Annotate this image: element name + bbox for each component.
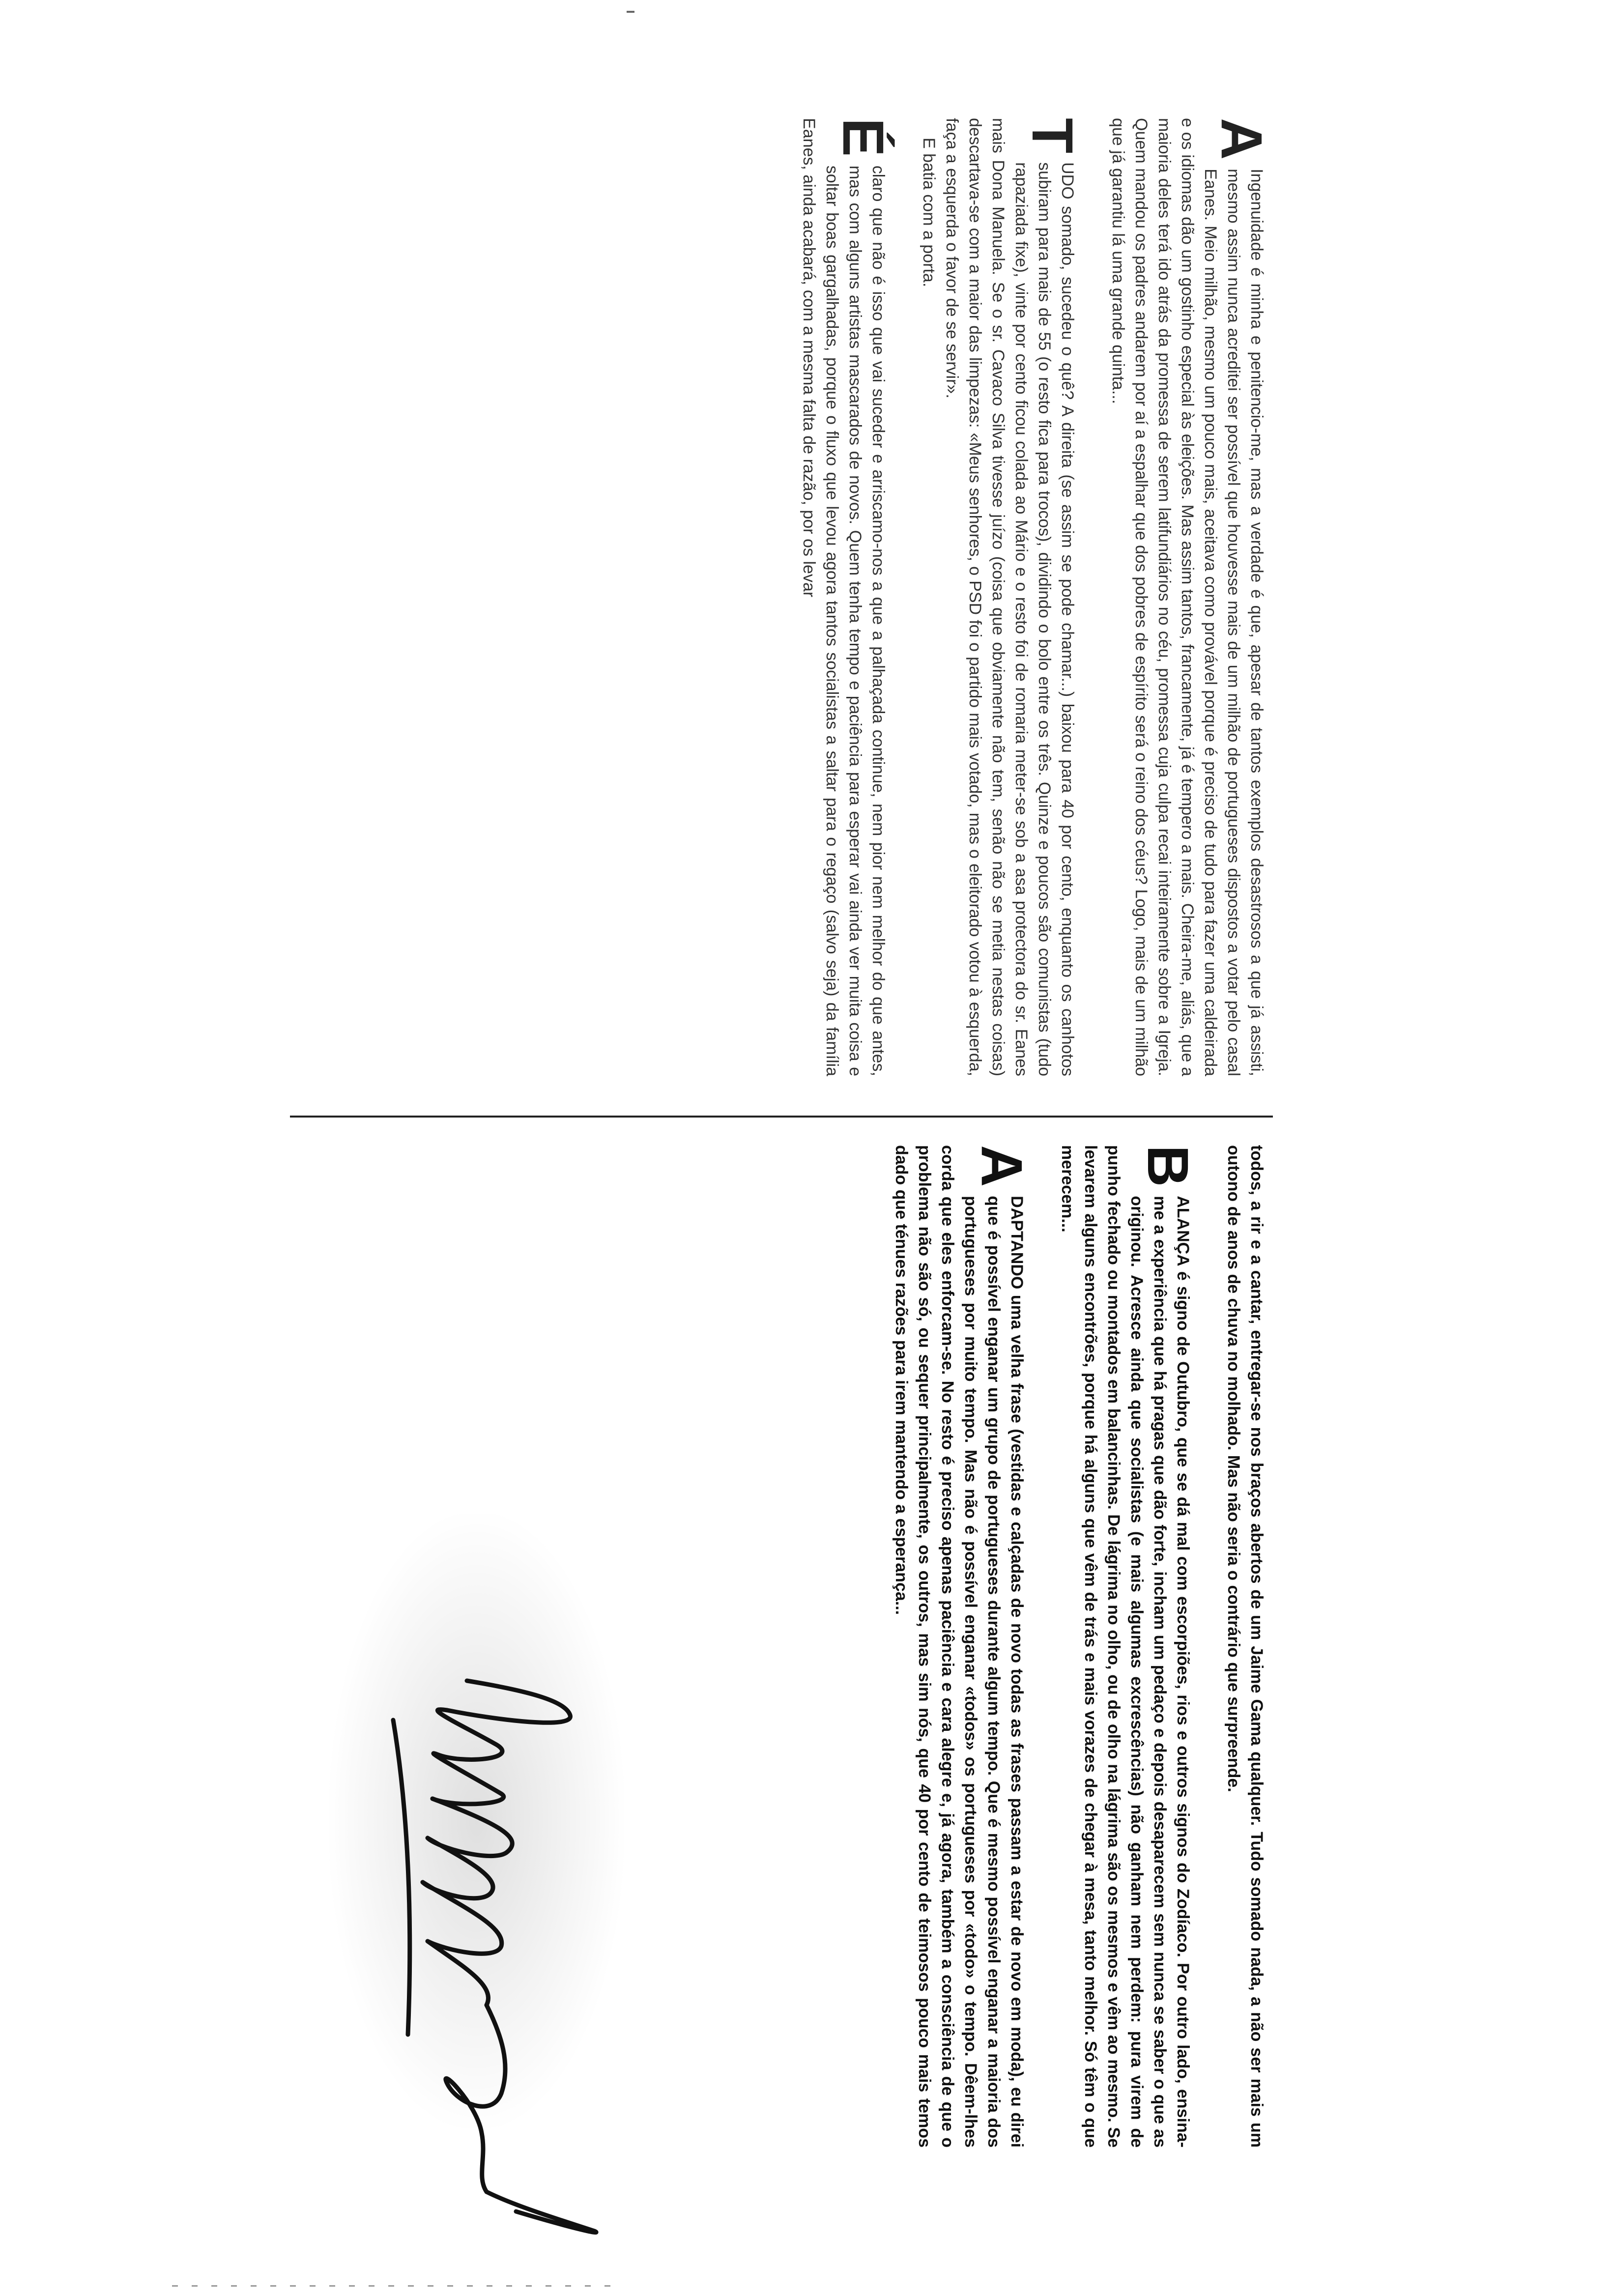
paragraph-1 — [1106, 118, 1274, 1076]
paragraph-2 — [940, 118, 1085, 1076]
paragraph-4 — [797, 118, 895, 1076]
left-column — [770, 118, 1274, 1076]
paragraph-text: todos, a rir e a cantar, entregar-se nos braços abertos de um Jaime Gama qualquer. Tudo somado nada, a não ser mais um outono de anos de chuva no molhado. Mas não seria o contrário que surpreende. — [1224, 1145, 1266, 2148]
paragraph-text: DAPTANDO uma velha frase (vestidas e calçadas de novo todas as frases passam a estar de novo em moda), eu direi que é possível enganar um grupo de portugueses durante algum tempo. Que é mesmo possível enganar a maioria dos portugueses por muito tempo. Mas não é possível enganar «todos» os portugueses por «todo» o tempo. Dêem-lhes corda que eles enforcam-se. No resto é preciso apenas paciência e cara alegre e, já agora, também a consciência de que o problema não são só, ou sequer principalmente, os outros, mas sim nós, que 40 por cento de teimosos pouco mais temos dado que ténues razões para irem mantendo a esperança... — [892, 1145, 1026, 2148]
drop-cap: É — [831, 118, 895, 157]
paragraph-text: E batia com a porta. — [920, 138, 938, 287]
right-column — [862, 1145, 1268, 2148]
paragraph-5 — [1222, 1145, 1268, 2148]
column-divider — [290, 1116, 1273, 1118]
drop-cap: T — [1020, 118, 1085, 154]
rotated-page — [256, 88, 1288, 2192]
paragraph-7 — [890, 1145, 1034, 2148]
drop-cap: A — [1209, 118, 1274, 160]
paragraph-text: ALANÇA é signo de Outubro, que se dá mal com escorpiões, rios e outros signos do Zodíaco. Por outro lado, ensina-me a experiência que há pragas que dão forte, incham um pedaço e depois desaparecem sem nunca se saber o que as originou. Acresce ainda que socialistas (e mais algumas excrescências) não ganham nem perdem: pura virem de punho fechado ou montados em balancinhas. De lágrima no olho, ou de olho na lágrima são os mesmos e vêm ao mesmo. Se levarem alguns encontrões, porque há alguns que vêm de trás e mais vorazes de chegar à mesa, tanto melhor. Só têm o que merecem... — [1058, 1145, 1192, 2148]
paragraph-text: UDO somado, sucedeu o quê? A direita (se assim se pode chamar...) baixou para 40 por cento, enquanto os canhotos subiram para mais de 55 (o resto fica para trocos), dividindo o bolo entre os três. Quinze e poucos são comunistas (tudo rapaziada fixe), vinte por cento ficou colada ao Mário e o resto foi de romaria meter-se sob a asa protectora do sr. Eanes mais Dona Manuela. Se o sr. Cavaco Silva tivesse juízo (coisa que obviamente não tem, senão não se metia nestas coisas) descartava-se com a maior das limpezas: «Meus senhores, o PSD foi o partido mais votado, mas o eleitorado votou à esquerda, faça a esquerda o favor de se servir». — [943, 118, 1077, 1076]
paragraph-6 — [1056, 1145, 1200, 2148]
author-signature — [349, 1661, 624, 2251]
scan-noise — [172, 2285, 614, 2287]
drop-cap: A — [969, 1145, 1034, 1187]
paragraph-text: claro que não é isso que vai suceder e arriscamo-nos a que a palhaçada continue, nem pior nem melhor do que antes, mas com alguns artistas mascarados de novos. Quem tenha tempo e paciência para esperar vai ainda ver muita coisa e soltar boas gargalhadas, porque o fluxo que levou agora tantos socialistas a saltar para o regaço (salvo seja) da família Eanes, ainda acabará, com a mesma falta de razão, por os levar — [800, 118, 888, 1076]
drop-cap: B — [1135, 1145, 1200, 1187]
paragraph-text: Ingenuidade é minha e penitencio-me, mas a verdade é que, apesar de tantos exemplos desastrosos a que já assisti, mesmo assim nunca acreditei ser possível que houvesse mais de um milhão de portugueses dispostos a votar pelo casal Eanes. Meio milhão, mesmo um pouco mais, aceitava como provável porque é preciso de tudo para fazer uma caldeirada e os idiomas dão um gostinho especial às eleições. Mas assim tantos, francamente, já é tempero a mais. Cheira-me, aliás, que a maioria deles terá ido atrás da promessa de serem latifundiários no céu, promessa cuja culpa recai inteiramente sobre a Igreja. Quem mandou os padres andarem por aí a espalhar que dos pobres de espírito será o reino dos céus? Logo, mais de um milhão que já garantiu lá uma grande quinta... — [1109, 118, 1266, 1076]
paragraph-3 — [917, 118, 940, 1076]
scan-mark — [627, 11, 634, 13]
